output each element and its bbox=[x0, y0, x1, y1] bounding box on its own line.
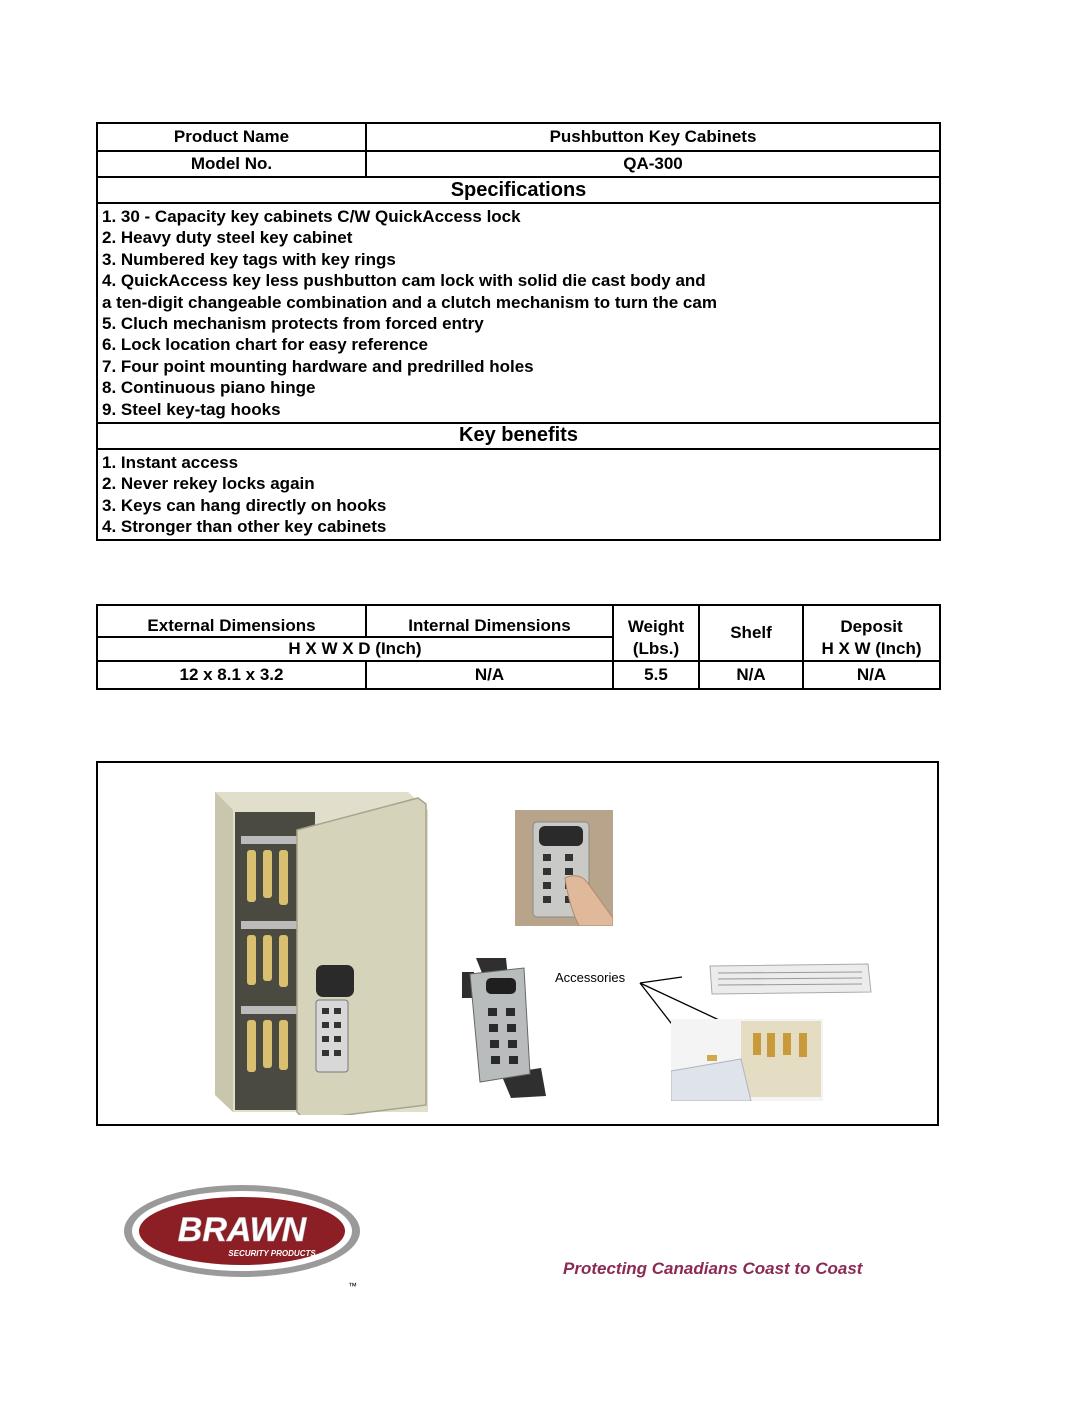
spec-item: 9. Steel key-tag hooks bbox=[102, 399, 281, 419]
weight-unit: (Lbs.) bbox=[613, 637, 699, 661]
key-tag-strip-image bbox=[708, 962, 873, 998]
specifications-list bbox=[97, 203, 940, 423]
company-tagline: Protecting Canadians Coast to Coast bbox=[563, 1259, 863, 1278]
shelf-value: N/A bbox=[699, 661, 803, 689]
logo-subtext: SECURITY PRODUCTS bbox=[228, 1249, 316, 1258]
benefit-item: 1. Instant access bbox=[102, 452, 239, 472]
spec-item: 7. Four point mounting hardware and predrilled holes bbox=[102, 356, 534, 376]
weight-value: 5.5 bbox=[613, 661, 699, 689]
benefit-item: 4. Stronger than other key cabinets bbox=[102, 517, 387, 537]
weight-label: Weight bbox=[613, 605, 699, 637]
key-benefits-heading: Key benefits bbox=[97, 423, 940, 449]
spec-item: 1. 30 - Capacity key cabinets C/W QuickAccess lock bbox=[102, 207, 521, 226]
internal-dimensions-value: N/A bbox=[366, 661, 613, 689]
accessories-label: Accessories bbox=[555, 970, 626, 985]
lock-closeup-image bbox=[515, 810, 613, 926]
spec-item: 6. Lock location chart for easy reference bbox=[102, 335, 428, 355]
deposit-value: N/A bbox=[803, 661, 940, 689]
dimensions-table bbox=[96, 604, 941, 690]
model-number-label: Model No. bbox=[97, 151, 366, 177]
brawn-logo bbox=[122, 1183, 367, 1293]
spec-item: 3. Numbered key tags with key rings bbox=[102, 249, 396, 269]
product-photo-frame bbox=[96, 761, 939, 1126]
deposit-label: Deposit bbox=[803, 605, 940, 637]
spec-item: 5. Cluch mechanism protects from forced entry bbox=[102, 313, 484, 333]
benefit-item: 2. Never rekey locks again bbox=[102, 474, 315, 494]
deposit-unit: H X W (Inch) bbox=[803, 637, 940, 661]
lock-location-chart-image bbox=[671, 1019, 823, 1101]
specifications-heading: Specifications bbox=[97, 177, 940, 203]
external-dimensions-label: External Dimensions bbox=[97, 605, 366, 637]
specifications-table bbox=[96, 122, 941, 541]
logo-text: BRAWN bbox=[177, 1211, 307, 1249]
spec-item: 4. QuickAccess key less pushbutton cam lock with solid die cast body and bbox=[102, 271, 706, 291]
trademark-symbol: ™ bbox=[348, 1281, 357, 1291]
internal-dimensions-label: Internal Dimensions bbox=[366, 605, 613, 637]
dimensions-unit: H X W X D (Inch) bbox=[97, 637, 613, 661]
spec-item: 8. Continuous piano hinge bbox=[102, 378, 316, 398]
shelf-label: Shelf bbox=[699, 605, 803, 661]
key-benefits-list bbox=[97, 449, 940, 541]
benefit-item: 3. Keys can hang directly on hooks bbox=[102, 495, 387, 515]
external-dimensions-value: 12 x 8.1 x 3.2 bbox=[97, 661, 366, 689]
product-name-value: Pushbutton Key Cabinets bbox=[366, 123, 940, 151]
spec-item: a ten-digit changeable combination and a clutch mechanism to turn the cam bbox=[102, 292, 717, 312]
spec-item: 2. Heavy duty steel key cabinet bbox=[102, 228, 353, 248]
model-number-value: QA-300 bbox=[366, 151, 940, 177]
product-name-label: Product Name bbox=[97, 123, 366, 151]
pushbutton-lock-image bbox=[456, 956, 548, 1101]
key-cabinet-image bbox=[213, 790, 433, 1115]
